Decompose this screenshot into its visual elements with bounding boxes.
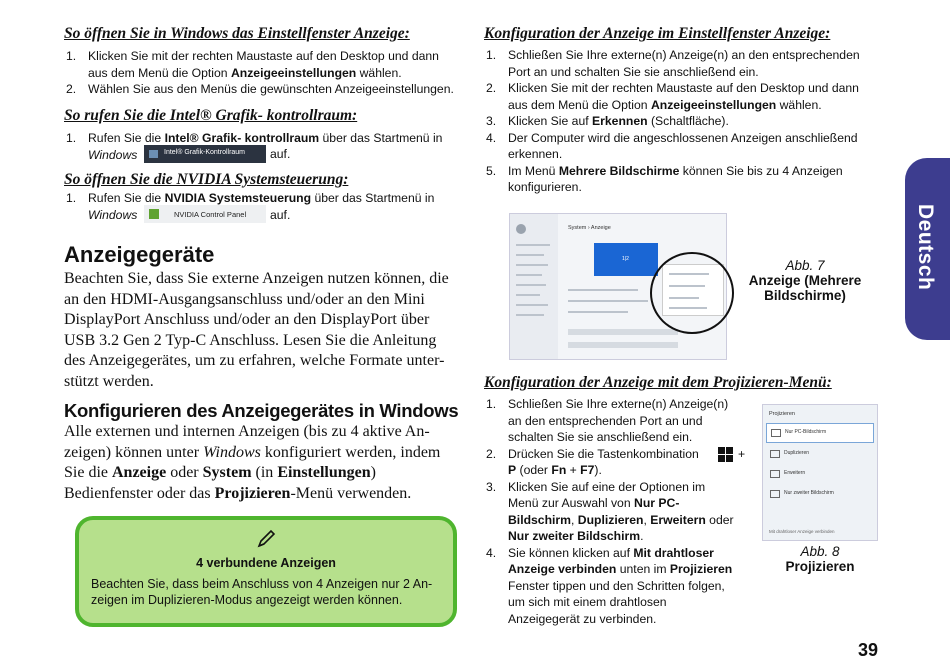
heading-intel-control: So rufen Sie die Intel® Grafik- kontrollraum: — [64, 107, 358, 124]
heading-nvidia: So öffnen Sie die NVIDIA Systemsteuerung: — [64, 171, 349, 188]
intel-auf: auf. — [270, 147, 291, 161]
monitor-icon — [770, 450, 780, 458]
heading-open-display-settings: So öffnen Sie in Windows das Einstellfenster Anzeige: — [64, 25, 410, 42]
list-projizieren: 1. Schließen Sie Ihre externe(n) Anzeige(n) an den entsprechenden Port an und schalten Sie sie anschließend ein. 2. Drücken Sie die Tastenkombination + P (oder Fn + F7). 3. Klicken Sie auf eine der Optionen im Menü zur Auswahl von Nur PC- Bildschirm, Duplizieren, Erweitern oder Nur zweiter Bildschirm. 4. Sie können klicken auf Mit drahtloser Anzeige verbinden unten im Projizieren Fenster tippen und den Schritten folgen, um sich mit einem drahtlosen Anzeigegerät zu verbinden. — [486, 397, 746, 626]
figure-8-screenshot — [762, 404, 878, 541]
figure-7-caption: Abb. 7 Anzeige (Mehrere Bildschirme) — [748, 258, 862, 303]
paragraph-configure: Alle externen und internen Anzeigen (bis zu 4 aktive An- zeigen) können unter Windows konfiguriert werden, indem Sie die Anzeige oder System (in Einstellungen) Bedienfenster oder das Projizieren-Menü verwenden. — [64, 423, 441, 502]
settings-sidebar — [510, 214, 558, 359]
note-title: 4 verbundene Anzeigen — [196, 556, 336, 570]
note-text: Beachten Sie, dass beim Anschluss von 4 Anzeigen nur 2 An- zeigen im Duplizieren-Modus angezeigt werden können. — [91, 577, 433, 607]
proj-footer-link[interactable]: Mit drahtloser Anzeige verbinden — [769, 529, 835, 534]
monitor-icon — [770, 470, 780, 478]
note-box — [75, 516, 457, 627]
list-config-display-window: 1. Schließen Sie Ihre externe(n) Anzeige(n) an den entsprechenden Port an und schalten Sie sie anschließend ein. 2. Klicken Sie mit der rechten Maustaste auf den Desktop und dann aus dem Menü die Option Anzeigeeinstellungen wählen. 3. Klicken Sie auf Erkennen (Schaltfläche). 4. Der Computer wird die angeschlossenen Anzeigen anschließend erkennen. 5. Im Menü Mehrere Bildschirme können Sie bis zu 4 Anzeigen konfigurieren. — [486, 48, 860, 194]
intel-start-menu-entry[interactable]: Intel® Grafik-Kontrollraum — [144, 145, 266, 163]
nvidia-start-menu-entry[interactable]: NVIDIA Control Panel — [144, 205, 266, 223]
windows-key-icon — [718, 447, 733, 462]
heading-config-projizieren: Konfiguration der Anzeige mit dem Projizieren-Menü: — [484, 374, 832, 391]
highlight-circle — [650, 252, 734, 334]
intel-icon — [149, 150, 158, 158]
paragraph-devices: Beachten Sie, dass Sie externe Anzeigen nutzen können, die an den HDMI-Ausgangsanschluss und/oder an den Mini DisplayPort Anschluss und/oder an den DisplayPort über USB 3.2 Gen 2 Typ-C Anschluss. Lesen Sie die Anleitung des Anzeigegerätes, um zu erfahren, welche Formate unter- stützt werden. — [64, 270, 449, 390]
avatar — [516, 224, 526, 234]
proj-option-4[interactable]: Nur zweiter Bildschirm — [766, 485, 872, 501]
language-tab: Deutsch — [905, 158, 950, 340]
list-open-display-settings: 1. Klicken Sie mit der rechten Maustaste auf den Desktop und dann aus dem Menü die Option Anzeigeeinstellungen wählen. 2. Wählen Sie aus den Menüs die gewünschten Anzeigeeinstellungen. — [66, 49, 454, 96]
proj-title: Projizieren — [769, 411, 795, 417]
monitor-icon — [771, 429, 781, 437]
monitor-icon — [770, 490, 780, 498]
nvidia-icon — [149, 209, 159, 219]
proj-option-2[interactable]: Duplizieren — [766, 445, 872, 461]
heading-config-display-window: Konfiguration der Anzeige im Einstellfenster Anzeige: — [484, 25, 831, 42]
heading-configure-windows: Konfigurieren des Anzeigegerätes in Windows — [64, 400, 459, 421]
proj-option-1[interactable]: Nur PC-Bildschirm — [766, 423, 874, 443]
heading-anzeigegeraete: Anzeigegeräte — [64, 242, 215, 267]
list-nvidia: 1. Rufen Sie die NVIDIA Systemsteuerung über das Startmenü in Windows — [66, 191, 435, 222]
page-number: 39 — [858, 640, 879, 660]
monitor-preview: 1|2 — [594, 243, 658, 276]
figure-7-screenshot — [509, 213, 727, 360]
figure-8-caption: Abb. 8 Projizieren — [785, 544, 855, 574]
proj-option-3[interactable]: Erweitern — [766, 465, 872, 481]
shot7-title: System › Anzeige — [568, 225, 611, 231]
nvidia-auf: auf. — [270, 208, 291, 222]
list-intel: 1. Rufen Sie die Intel® Grafik- kontrollraum über das Startmenü in Windows — [66, 131, 443, 162]
pencil-icon — [255, 528, 277, 550]
